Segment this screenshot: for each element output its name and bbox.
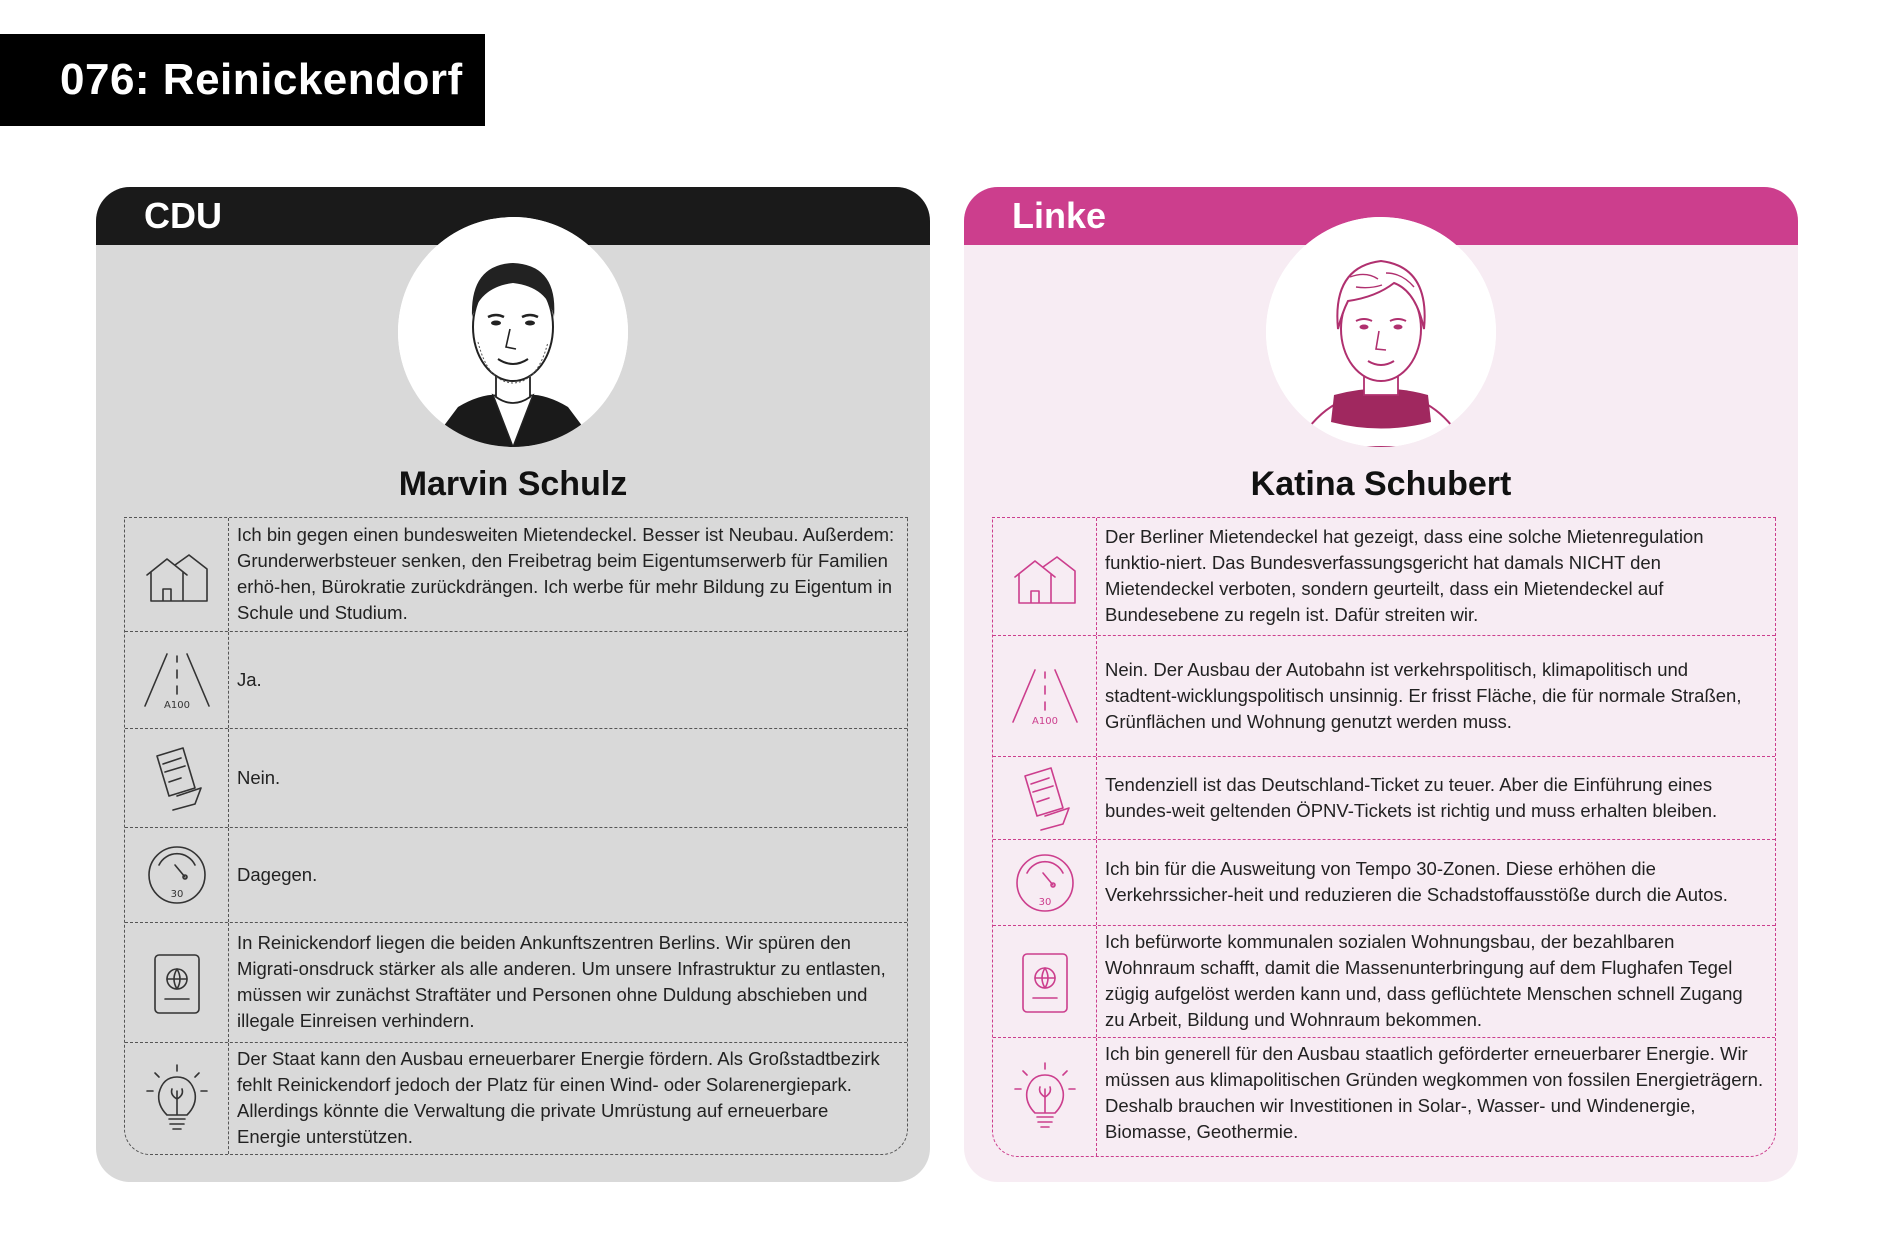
passport-icon — [993, 926, 1097, 1037]
answer-row-rent — [993, 518, 1775, 635]
page-title: 076: Reinickendorf — [0, 34, 485, 126]
party-header-linke: Linke — [964, 187, 1798, 245]
candidate-name-cdu: Marvin Schulz — [398, 465, 628, 503]
ticket-icon — [993, 757, 1097, 839]
house-icon — [125, 518, 229, 631]
answer-text: Ich bin für die Ausweitung von Tempo 30-Zonen. Diese erhöhen die Verkehrssicher-heit und reduzieren die Schadstoffausstöße durch die Autos. — [1105, 858, 1728, 905]
answers-table-cdu — [124, 517, 908, 1155]
passport-icon — [125, 923, 229, 1042]
answer-row-migration — [993, 925, 1775, 1037]
answer-row-energy — [993, 1037, 1775, 1156]
answer-text: Ich bin gegen einen bundesweiten Mietendeckel. Besser ist Neubau. Außerdem: Grunderwerbsteuer senken, den Freibetrag beim Eigentumserwerb für Familien erhö-hen, Bürokratie zurückdrängen. Ich werbe für mehr Bildung zu Eigentum in Schule und Studium. — [237, 524, 895, 623]
answer-text: Tendenziell ist das Deutschland-Ticket zu teuer. Aber die Einführung eines bundes-weit geltenden ÖPNV-Tickets ist richtig und muss erhalten bleiben. — [1105, 773, 1718, 821]
answer-text: Der Staat kann den Ausbau erneuerbarer Energie fördern. Als Großstadtbezirk fehlt Reinickendorf jedoch der Platz für einen Wind- oder Solarenergiepark. Allerdings könnte die Verwaltung die private Umrüstung auf erneuerbare Energie unterstützen. — [237, 1048, 880, 1147]
speedometer-30-icon — [125, 828, 229, 922]
answer-row-highway — [993, 635, 1775, 756]
house-icon — [993, 518, 1097, 635]
ticket-icon — [125, 729, 229, 827]
lightbulb-icon — [125, 1043, 229, 1154]
answer-text: Der Berliner Mietendeckel hat gezeigt, dass eine solche Mietenregulation funktio-niert. Das Bundesverfassungsgericht hat damals NICHT den Mietendeckel verboten, sondern geurteilt, dass ein Mietendeckel auf Bundesebene zu regeln ist. Dafür streiten wir. — [1105, 526, 1704, 625]
lightbulb-icon — [993, 1038, 1097, 1156]
answer-text: Ja. — [237, 668, 262, 690]
answer-text: In Reinickendorf liegen die beiden Ankunftszentren Berlins. Wir spüren den Migrati-onsdruck stärker als alle anderen. Um unsere Infrastruktur zu entlasten, müssen wir zunächst Straftäter und Personen ohne Duldung abschieben und illegale Einreisen verhindern. — [237, 932, 886, 1031]
candidate-portrait-linke — [1266, 217, 1496, 447]
answer-text: Ich befürworte kommunalen sozialen Wohnungsbau, der bezahlbaren Wohnraum schafft, damit die Massenunterbringung auf dem Flughafen Tegel zügig aufgelöst werden kann und, dass geflüchtete Menschen schnell Zugang zu Arbeit, Bildung und Wohnraum bekommen. — [1105, 931, 1743, 1030]
answer-row-highway — [125, 631, 907, 728]
answer-row-migration — [125, 922, 907, 1042]
highway-label: A100 — [163, 700, 190, 711]
party-header-cdu: CDU — [96, 187, 930, 245]
answer-row-speed — [993, 839, 1775, 925]
highway-label: A100 — [1031, 716, 1058, 727]
answer-text: Ich bin generell für den Ausbau staatlich geförderter erneuerbarer Energie. Wir müssen aus klimapolitischen Gründen wegkommen von fossilen Energieträgern. Deshalb brauchen wir Investitionen in Solar-, Wasser- und Windenergie, Biomasse, Geothermie. — [1105, 1043, 1764, 1142]
answer-row-rent — [125, 518, 907, 631]
candidate-name-linke: Katina Schubert — [1250, 465, 1512, 503]
speed-label: 30 — [1038, 896, 1051, 908]
answer-row-ticket — [993, 756, 1775, 839]
speedometer-30-icon — [993, 840, 1097, 925]
answer-row-ticket — [125, 728, 907, 827]
answers-table-linke — [992, 517, 1776, 1157]
answer-row-energy — [125, 1042, 907, 1154]
portrait-illustration — [398, 217, 628, 447]
answer-row-speed — [125, 827, 907, 922]
candidate-card-cdu — [96, 187, 930, 1182]
highway-a100-icon — [993, 636, 1097, 756]
answer-text: Nein. Der Ausbau der Autobahn ist verkehrspolitisch, klimapolitisch und stadtent-wicklungspolitisch unsinnig. Er frisst Fläche, die für normale Straßen, Grünflächen und Wohnung genutzt werden muss. — [1105, 658, 1742, 732]
portrait-illustration — [1266, 217, 1496, 447]
answer-text: Dagegen. — [237, 863, 318, 885]
speed-label: 30 — [170, 889, 183, 900]
candidate-card-linke — [964, 187, 1798, 1182]
answer-text: Nein. — [237, 766, 281, 788]
highway-a100-icon — [125, 632, 229, 728]
candidate-portrait-cdu — [398, 217, 628, 447]
